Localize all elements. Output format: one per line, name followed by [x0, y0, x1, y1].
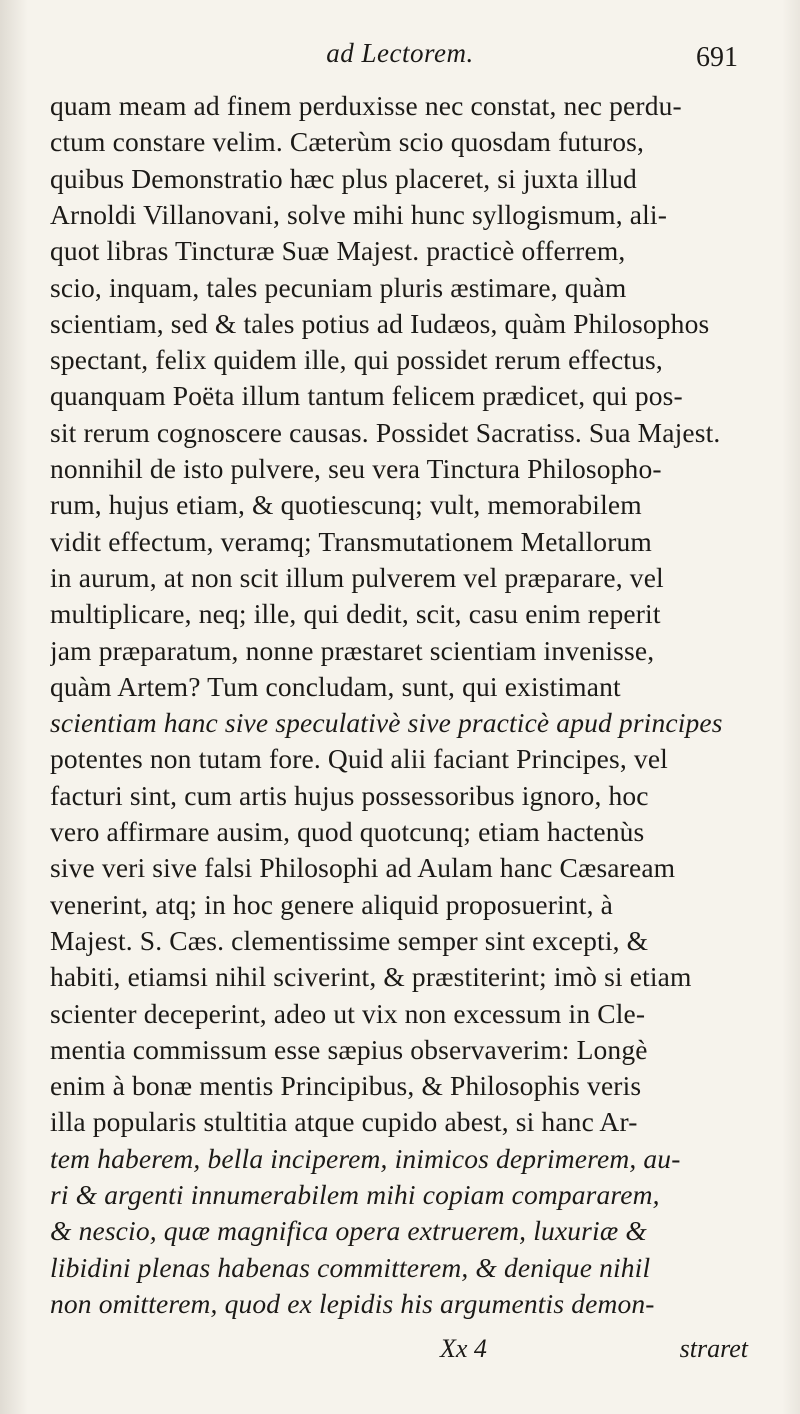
text-line: quàm Artem? Tum concludam, sunt, qui existimant — [50, 670, 621, 702]
text-line: quanquam Poëta illum tantum felicem prædicet, qui pos- — [50, 380, 683, 412]
text-line: habiti, etiamsi nihil sciverint, & præstiterint; imò si etiam — [50, 961, 692, 993]
text-line: tem haberem, bella inciperem, inimicos deprimerem, au- — [50, 1142, 681, 1174]
catchword: straret — [679, 1334, 748, 1363]
text-line: scientiam hanc sive speculativè sive practicè apud principes — [50, 707, 723, 739]
text-line: in aurum, at non scit illum pulverem vel præparare, vel — [50, 561, 664, 593]
text-line: vidit effectum, veramq; Transmutationem Metallorum — [50, 525, 652, 557]
text-line: nonnihil de isto pulvere, seu vera Tinctura Philosopho- — [50, 453, 662, 484]
text-line: ri & argenti innumerabilem mihi copiam compararem, — [50, 1179, 660, 1210]
signature-mark: Xx 4 — [440, 1334, 487, 1363]
text-line: sive veri sive falsi Philosophi ad Aulam hanc Cæsaream — [50, 852, 676, 884]
edge-shadow — [782, 0, 800, 1414]
text-line: vero affirmare ausim, quod quotcunq; etiam hactenùs — [50, 816, 645, 847]
text-line: potentes non tutam fore. Quid alii faciant Principes, vel — [50, 743, 668, 775]
text-line: scientiam, sed & tales potius ad Iudæos, quàm Philosophos — [50, 307, 710, 339]
text-line: scienter deceperint, adeo ut vix non excessum in Cle- — [50, 997, 646, 1029]
text-line: multiplicare, neq; ille, qui dedit, scit, casu enim reperit — [50, 598, 661, 630]
text-line: ctum constare velim. Cæterùm scio quosdam futuros, — [50, 126, 645, 158]
text-line: scio, inquam, tales pecuniam pluris æstimare, quàm — [50, 271, 627, 303]
text-line: quot libras Tincturæ Suæ Majest. practicè offerrem, — [50, 235, 626, 267]
text-line: venerint, atq; in hoc genere aliquid proposuerint, à — [50, 888, 613, 920]
text-line: libidini plenas habenas committerem, & denique nihil — [50, 1251, 651, 1283]
page-number: 691 — [696, 42, 738, 73]
text-line: sit rerum cognoscere causas. Possidet Sacratiss. Sua Majest. — [50, 416, 721, 448]
text-line: illa popularis stultitia atque cupido abest, si hanc Ar- — [50, 1106, 638, 1138]
text-line: spectant, felix quidem ille, qui possidet rerum effectus, — [50, 344, 663, 376]
text-line: quam meam ad finem perduxisse nec constat, nec perdu- — [50, 90, 682, 121]
binding-shadow — [0, 0, 28, 1414]
text-line: Arnoldi Villanovani, solve mihi hunc syllogismum, ali- — [50, 198, 668, 230]
text-line: facturi sint, cum artis hujus possessoribus ignoro, hoc — [50, 779, 649, 811]
text-line: & nescio, quæ magnifica opera extruerem, luxuriæ & — [50, 1215, 647, 1247]
text-line: enim à bonæ mentis Principibus, & Philosophis veris — [50, 1070, 642, 1102]
text-line: rum, hujus etiam, & quotiescunq; vult, memorabilem — [50, 489, 642, 521]
page-footer — [0, 1332, 800, 1372]
running-head-title: ad Lectorem. — [326, 38, 474, 68]
text-line: Majest. S. Cæs. clementissime semper sint excepti, & — [50, 924, 649, 956]
running-head — [0, 0, 800, 90]
text-line: jam præparatum, nonne præstaret scientiam invenisse, — [50, 634, 655, 666]
text-line: quibus Demonstratio hæc plus placeret, si juxta illud — [50, 162, 637, 194]
text-line: mentia commissum esse sæpius observaverim: Longè — [50, 1033, 648, 1065]
text-line: non omitterem, quod ex lepidis his argumentis demon- — [50, 1287, 655, 1319]
